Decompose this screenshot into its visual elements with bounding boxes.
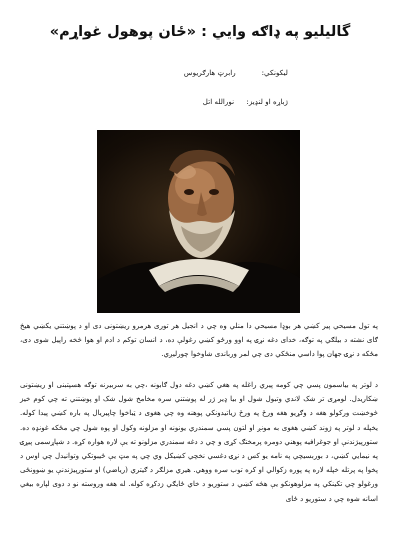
translator-label: ژباړه او لنډيز: <box>246 97 288 106</box>
translator-line <box>203 97 288 106</box>
paragraph-2: د لوتر په بياسمون پسي چي کومه پيري راغله په هغي کښي دغه دول ګابونه ،چي به سربيرنه توګه هسپتبنی او ريښتونی ښکاريدل. لومړی تر شک لاندي وتبول شول او بيا ډير ژر له پوښتني سره مخامخ شول شک او پوښتني ته چي کوم خيز څوخښت ورکولو هغه د وګړيو هغه ورځ په ورځ زياتيدونکي پوهنه وه چي هغوی د ټباخوا چاپيريال په باره کښي پيدا کوله. يخپله د لوتر په ژوند کښي هغوی به مونږ او لتون پسي سمندري يونونه او مزلونه وکول او پوه شول چي مځکه غونډه ده. ستورپيژندنې او جوغرافيه پوهني دومره پرمختګ کړی و چي د دغه سمندري مزلونو ته يې لاره هواره کړه. د شپاړسمی پيړۍ په نيمايي کښي، د بوربسيچي په نامه يو کس د نړۍ دغسي نخچي کښيکل وي چي په مټ يې ځيبوتکي وتوانيدل چي اوس د پخوا په پرتله خپله لاره په پوره زکوالي او کره توب سره ووهي. هيري مزلګر د ګيتري (رياضي) او ستورپيژندنې يو ښوونځی ورغولو چي تکينکي په مزلوهونکو يې هڅه کښي د ستوريو د خاي ځايګي زدکړه کوله. له هغه وروسته نو د دوی لپاره بيغي اسانه شوه چي د ستوريو د ځای <box>20 380 378 503</box>
translator-name: نورالله اتل <box>202 97 235 106</box>
author-line <box>184 68 288 77</box>
paragraph-1: په تول مسيحي پير کښي هر بوډا مسيحي دا منلي وه چي د انجيل هر توری هرمرو ريښتونی دی او د پوښتني يکښي هيڅ ګای نشته د بيلګي په توګه، خدای دغه نړۍ په اوو ورځو کښي رغولې ده، د انسان توکم د ادم او هوا څخه راپيل شوی دی، مځکه د نړۍ جهان پوا داسي منځکي دی چي لمر ورباندی شاوخوا چورليږي. <box>20 321 378 359</box>
author-name: رابرټ هارګريوس <box>183 68 236 77</box>
article-title: گاليليو په ډاګه وايي : «ځان پوهول غواړم» <box>49 24 351 40</box>
portrait-drawing <box>97 130 300 313</box>
galileo-portrait-image <box>97 130 300 313</box>
author-label: ليکونکي: <box>261 68 288 77</box>
